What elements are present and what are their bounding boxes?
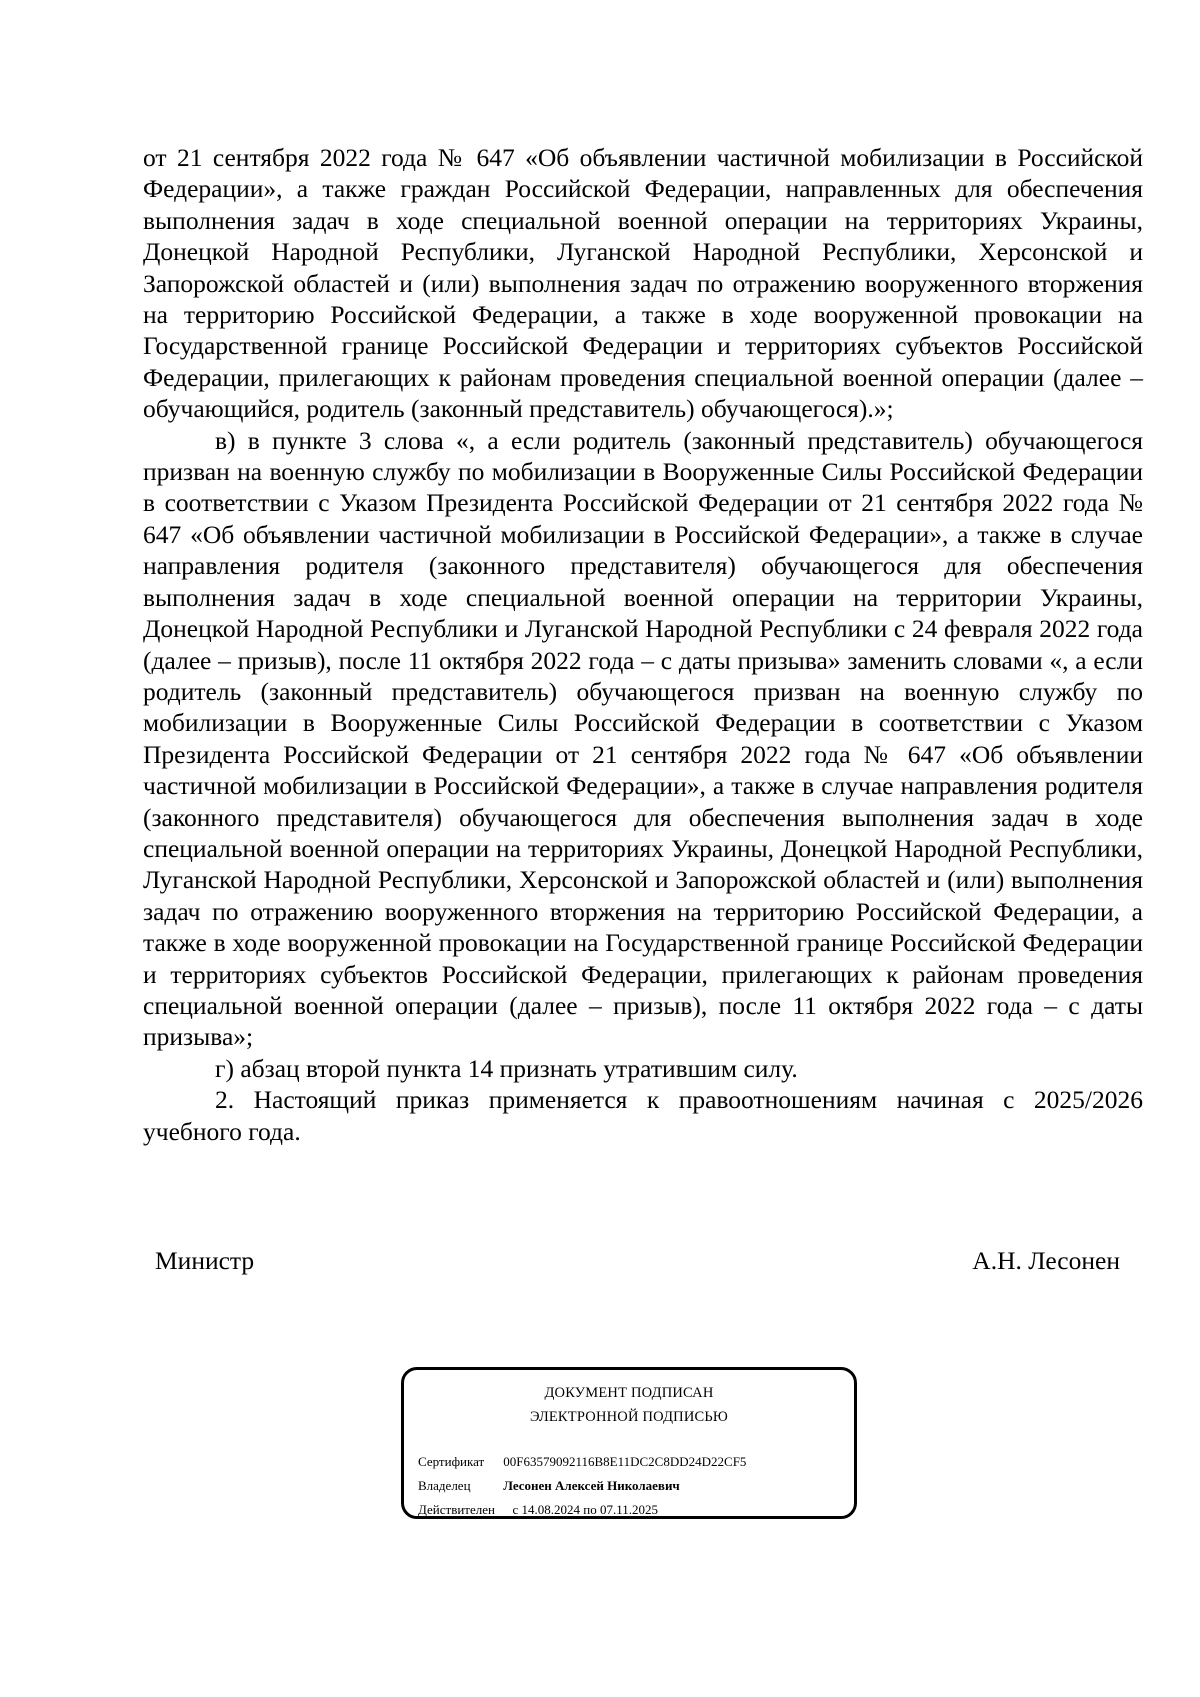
paragraph-continuation: от 21 сентября 2022 года № 647 «Об объявлении частичной мобилизации в Российской Федерации», а также граждан Российской Федерации, направленных для обеспечения выполнения задач в ходе специальной военной операции на территориях Украины, Донецкой Народной Республики, Луганской Народной Республики, Херсонской и Запорожской областей и (или) выполнения задач по отражению вооруженного вторжения на территорию Российской Федерации, а также в ходе вооруженной провокации на Государственной границе Российской Федерации и территориях субъектов Российской Федерации, прилегающих к районам проведения специальной военной операции (далее – обучающийся, родитель (законный представитель) обучающегося).»;: [143, 143, 1143, 424]
stamp-certificate-value: 00F63579092116B8E11DC2C8DD24D22CF5: [503, 1454, 747, 1469]
electronic-signature-stamp: [401, 1367, 857, 1519]
stamp-owner-row: [418, 1478, 680, 1494]
stamp-certificate-row: [418, 1454, 746, 1470]
document-body: [143, 142, 1143, 1147]
paragraph-item-2: 2. Настоящий приказ применяется к правоотношениям начиная с 2025/2026 учебного года.: [143, 1085, 1143, 1146]
stamp-validity-label: Действителен: [418, 1502, 495, 1517]
stamp-valid-to-prefix: по: [583, 1502, 597, 1517]
stamp-valid-from-prefix: с: [512, 1502, 519, 1517]
paragraph-item-g: г) абзац второй пункта 14 признать утратившим силу.: [215, 1053, 798, 1083]
signature-line: [155, 1245, 1120, 1279]
stamp-owner-label: Владелец: [418, 1478, 471, 1493]
stamp-valid-from: 14.08.2024: [521, 1502, 581, 1517]
stamp-title-line1: ДОКУМЕНТ ПОДПИСАН: [544, 1385, 714, 1401]
signatory-position: Министр: [155, 1246, 255, 1275]
signatory-name: А.Н. Лесонен: [972, 1246, 1120, 1275]
stamp-owner-value: Лесонен Алексей Николаевич: [503, 1478, 680, 1493]
stamp-validity-row: [418, 1502, 658, 1518]
paragraph-item-v: в) в пункте 3 слова «, а если родитель (законный представитель) обучающегося призван на военную службу по мобилизации в Вооруженные Силы Российской Федерации в соответствии с Указом Президента Российской Федерации от 21 сентября 2022 года № 647 «Об объявлении частичной мобилизации в Российской Федерации», а также в случае направления родителя (законного представителя) обучающегося для обеспечения выполнения задач в ходе специальной военной операции на территории Украины, Донецкой Народной Республики и Луганской Народной Республики с 24 февраля 2022 года (далее – призыв), после 11 октября 2022 года – с даты призыва» заменить словами «, а если родитель (законный представитель) обучающегося призван на военную службу по мобилизации в Вооруженные Силы Российской Федерации в соответствии с Указом Президента Российской Федерации от 21 сентября 2022 года № 647 «Об объявлении частичной мобилизации в Российской Федерации», а также в случае направления родителя (законного представителя) обучающегося для обеспечения выполнения задач в ходе специальной военной операции на территориях Украины, Донецкой Народной Республики, Луганской Народной Республики, Херсонской и Запорожской областей и (или) выполнения задач по отражению вооруженного вторжения на территорию Российской Федерации, а также в ходе вооруженной провокации на Государственной границе Российской Федерации и территориях субъектов Российской Федерации, прилегающих к районам проведения специальной военной операции (далее – призыв), после 11 октября 2022 года – с даты призыва»;: [143, 425, 1143, 1052]
stamp-valid-to: 07.11.2025: [600, 1502, 659, 1517]
stamp-title-line2: ЭЛЕКТРОННОЙ ПОДПИСЬЮ: [529, 1409, 729, 1425]
stamp-certificate-label: Сертификат: [418, 1454, 485, 1469]
